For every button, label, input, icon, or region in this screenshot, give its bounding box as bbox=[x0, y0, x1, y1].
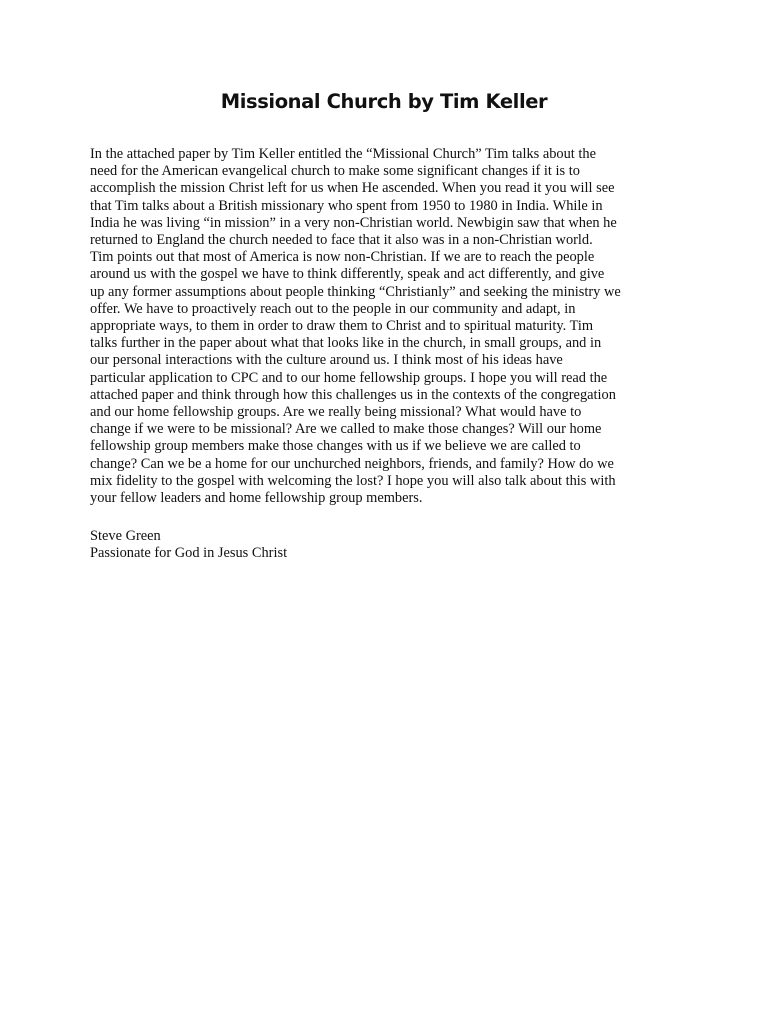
body-line: fellowship group members make those changes with us if we believe we are called to bbox=[90, 438, 581, 455]
body-line: attached paper and think through how this challenges us in the contexts of the congregation bbox=[90, 386, 616, 403]
body-line: talks further in the paper about what that looks like in the church, in small groups, and in bbox=[90, 335, 602, 352]
body-line: and our home fellowship groups. Are we really being missional? What would have to bbox=[90, 404, 582, 421]
body-line: up any former assumptions about people thinking “Christianly” and seeking the ministry we bbox=[90, 283, 621, 300]
body-line: change if we were to be missional? Are we called to make those changes? Will our home bbox=[90, 421, 602, 438]
body-line: that Tim talks about a British missionary who spent from 1950 to 1980 in India. While in bbox=[90, 197, 603, 214]
body-line: mix fidelity to the gospel with welcoming the lost? I hope you will also talk about this with bbox=[90, 472, 616, 489]
body-paragraph bbox=[90, 146, 686, 507]
body-line: particular application to CPC and to our home fellowship groups. I hope you will read the bbox=[90, 369, 608, 386]
body-line: appropriate ways, to them in order to draw them to Christ and to spiritual maturity. Tim bbox=[90, 318, 594, 335]
document-title: Missional Church by Tim Keller bbox=[220, 90, 548, 113]
body-line: our personal interactions with the culture around us. I think most of his ideas have bbox=[90, 352, 563, 369]
body-line: India he was living “in mission” in a very non-Christian world. Newbigin saw that when he bbox=[90, 214, 617, 231]
body-line: accomplish the mission Christ left for us when He ascended. When you read it you will see bbox=[90, 180, 615, 197]
signature-name: Steve Green bbox=[90, 528, 161, 544]
body-line: returned to England the church needed to face that it also was in a non-Christian world. bbox=[90, 232, 593, 249]
body-line: need for the American evangelical church to make some significant changes if it is to bbox=[90, 163, 580, 180]
body-line: your fellow leaders and home fellowship group members. bbox=[90, 490, 423, 507]
body-line: Tim points out that most of America is now non-Christian. If we are to reach the people bbox=[90, 249, 595, 266]
body-line: change? Can we be a home for our unchurched neighbors, friends, and family? How do we bbox=[90, 455, 614, 472]
body-line: In the attached paper by Tim Keller entitled the “Missional Church” Tim talks about the bbox=[90, 146, 596, 162]
signature-tagline: Passionate for God in Jesus Christ bbox=[90, 545, 288, 562]
body-line: offer. We have to proactively reach out to the people in our community and adapt, in bbox=[90, 300, 576, 317]
body-line: around us with the gospel we have to think differently, speak and act differently, and give bbox=[90, 266, 605, 283]
signature-block bbox=[90, 528, 287, 562]
